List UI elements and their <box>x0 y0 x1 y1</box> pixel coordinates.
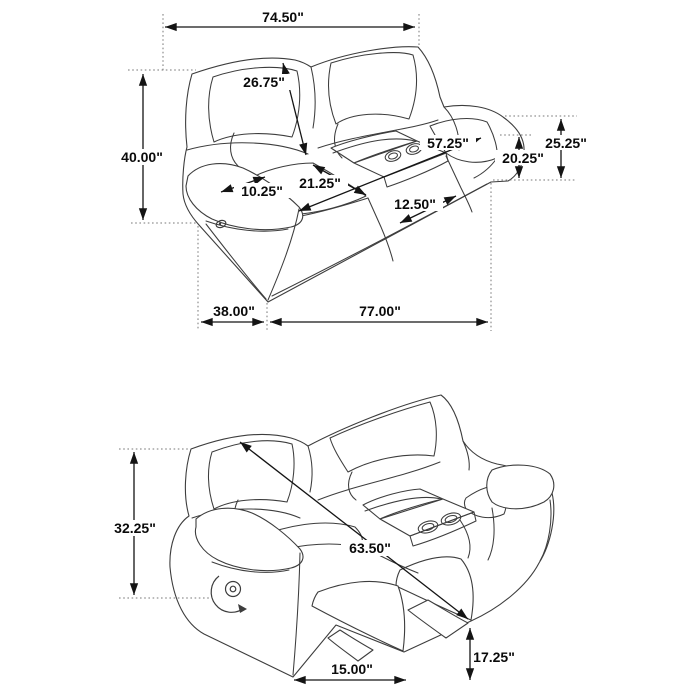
reclined-armrest-right <box>487 465 554 509</box>
dim-label-reclined-back-height: 32.25" <box>114 520 156 536</box>
dim-label-back-height: 26.75" <box>243 74 285 90</box>
dim-label-armrest-width: 10.25" <box>241 183 283 199</box>
dim-label-arm-height: 25.25" <box>545 135 587 151</box>
sofa-upright-figure <box>183 47 524 302</box>
power-button-dot <box>219 223 221 225</box>
dim-label-footrest-height: 17.25" <box>473 649 515 665</box>
dim-label-seat-height: 20.25" <box>502 150 544 166</box>
dim-label-interior-width: 57.25" <box>427 135 469 151</box>
dim-label-seat-depth: 21.25" <box>299 175 341 191</box>
dim-label-reclined-length: 63.50" <box>349 540 391 556</box>
dim-label-overall-height: 40.00" <box>121 149 163 165</box>
dim-label-overall-depth: 38.00" <box>213 303 255 319</box>
dim-label-footrest-extension: 15.00" <box>331 661 373 677</box>
dim-label-overall-width: 74.50" <box>262 9 304 25</box>
dim-label-seat-front-height: 12.50" <box>394 196 436 212</box>
dim-label-front-width: 77.00" <box>359 303 401 319</box>
